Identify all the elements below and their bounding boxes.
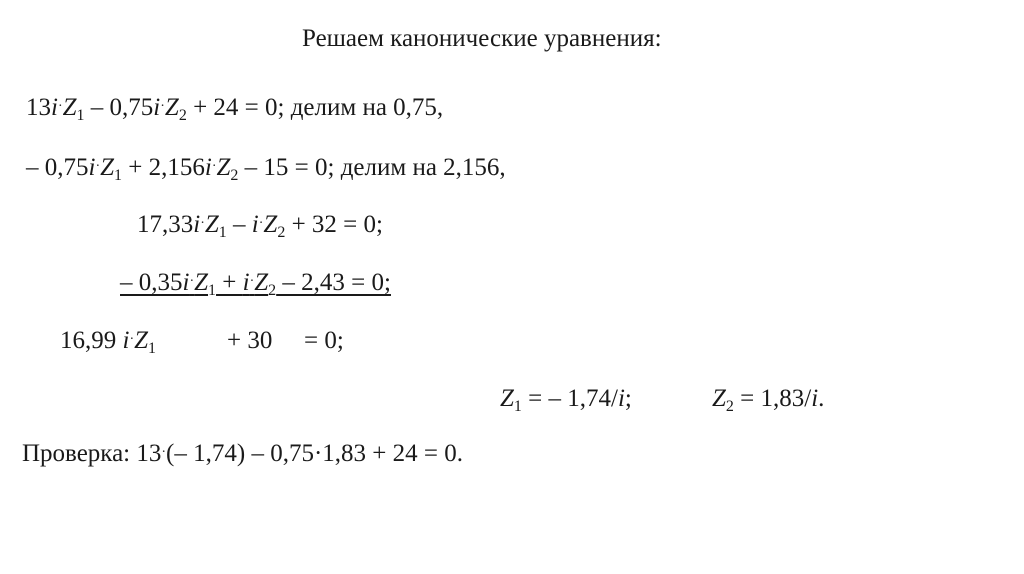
eq3-var-i-2: i [251, 211, 259, 238]
eq4-sub-1: 1 [208, 282, 217, 299]
eq2-sub-1: 1 [114, 167, 123, 184]
eq2-coef-1: – 0,75 [26, 154, 89, 181]
eq4-coef-1: – 0,35 [120, 269, 183, 296]
eq3-sub-1: 1 [218, 224, 227, 241]
res-z1-sub: 1 [513, 398, 522, 415]
eq5-var-z: Z [134, 327, 149, 354]
eq1-sub-1: 1 [76, 107, 85, 124]
eq5-coef-1: 16,99 [60, 327, 123, 354]
eq3-dot-2: · [258, 216, 264, 231]
eq4-dot-1: · [189, 274, 195, 289]
res-z2-end: . [818, 385, 825, 412]
res-z1-end: ; [624, 385, 632, 412]
eq3-dot-1: · [200, 216, 205, 231]
eq4-dot-2: · [249, 274, 255, 289]
eq1-var-z-1: Z [62, 94, 77, 121]
res-z1-i: i [617, 385, 625, 412]
eq1-var-z-2: Z [164, 94, 179, 121]
eq2-var-i-1: i [88, 154, 96, 181]
check-dot: · [161, 445, 167, 460]
eq2-coef-2: + 2,156 [122, 154, 205, 181]
eq1-coef-1: 13 [26, 94, 51, 121]
eq4-var-z-2: Z [254, 269, 269, 296]
eq3-var-z-2: Z [263, 211, 278, 238]
res-z2-value: = 1,83/ [733, 385, 812, 412]
eq1-var-i-1: i [51, 94, 58, 121]
eq1-var-i-2: i [153, 94, 161, 121]
result-z1 [500, 386, 632, 415]
eq1-dot-2: · [160, 99, 165, 114]
check-label: Проверка: 13 [22, 440, 162, 467]
equation-5-equals-zero: = 0; [304, 327, 344, 354]
eq4-var-i-1: i [182, 269, 190, 296]
eq3-var-i-1: i [193, 211, 201, 238]
eq3-tail: + 32 = 0; [285, 211, 383, 238]
eq4-plus: + [216, 269, 243, 296]
eq1-coef-2: – 0,75 [84, 94, 154, 121]
eq2-tail: – 15 = 0; делим на 2,156, [238, 154, 506, 181]
eq5-sub: 1 [148, 340, 157, 357]
equation-5 [60, 328, 156, 357]
res-z2-var: Z [712, 385, 726, 412]
res-z2-i: i [811, 385, 819, 412]
eq3-coef-1: 17,33 [137, 211, 194, 238]
eq3-minus: – [226, 211, 252, 238]
eq4-var-z-1: Z [194, 269, 209, 296]
eq2-sub-2: 2 [230, 167, 239, 184]
eq4-sub-2: 2 [268, 282, 277, 299]
equation-3 [137, 212, 383, 241]
slide-title: Решаем канонические уравнения: [302, 25, 662, 52]
eq3-var-z-1: Z [204, 211, 219, 238]
eq4-var-i-2: i [242, 269, 250, 296]
check-expression: (– 1,74) – 0,75·1,83 + 24 = 0. [166, 440, 463, 467]
eq2-var-i-2: i [204, 154, 212, 181]
equation-1 [26, 95, 443, 124]
eq4-tail: – 2,43 = 0; [276, 269, 391, 296]
eq1-sub-2: 2 [178, 107, 187, 124]
eq5-dot: · [129, 332, 135, 347]
eq2-var-z-2: Z [216, 154, 231, 181]
equation-2 [26, 155, 506, 184]
eq1-dot-1: · [57, 99, 63, 114]
eq1-tail: + 24 = 0; делим на 0,75, [186, 94, 444, 121]
eq2-dot-1: · [95, 159, 101, 174]
equation-5-plus-30: + 30 [227, 327, 273, 354]
check-line [22, 441, 463, 466]
result-z2 [712, 386, 824, 415]
eq5-var-i: i [122, 327, 130, 354]
eq2-var-z-1: Z [100, 154, 115, 181]
equation-4 [120, 270, 391, 299]
eq2-dot-2: · [211, 159, 217, 174]
eq3-sub-2: 2 [277, 224, 286, 241]
res-z1-var: Z [500, 385, 514, 412]
res-z1-value: = – 1,74/ [521, 385, 618, 412]
res-z2-sub: 2 [725, 398, 734, 415]
